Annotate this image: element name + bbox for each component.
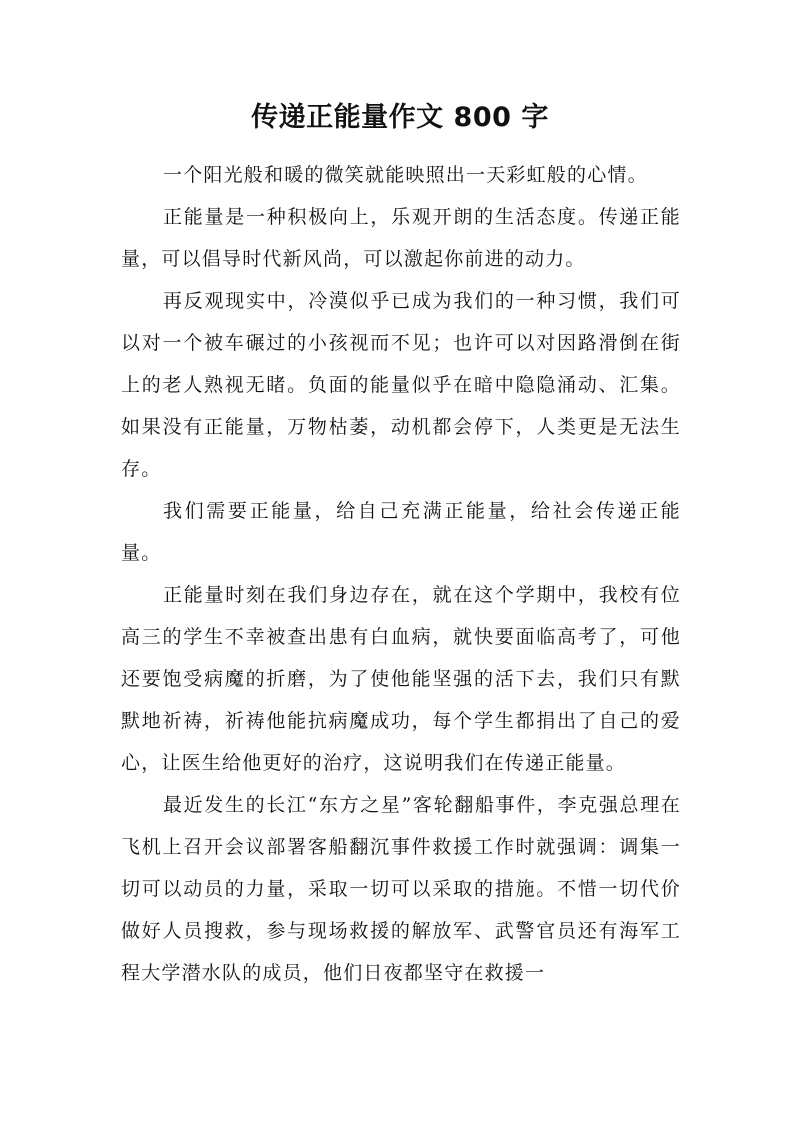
paragraph-4: 我们需要正能量，给自己充满正能量，给社会传递正能量。 <box>121 500 681 564</box>
paragraph-1: 一个阳光般和暖的微笑就能映照出一天彩虹般的心情。 <box>163 164 648 186</box>
paragraph-3: 再反观现实中，冷漠似乎已成为我们的一种习惯，我们可以对一个被车碾过的小孩视而不见；也许可以对因路滑倒在街上的老人熟视无睹。负面的能量似乎在暗中隐隐涌动、汇集。如果没有正能量，万物枯萎，动机都会停下，人类更是无法生存。 <box>121 290 681 480</box>
paragraph-6: 最近发生的长江“东方之星”客轮翻船事件，李克强总理在飞机上召开会议部署客船翻沉事件救援工作时就强调：调集一切可以动员的力量，采取一切可以采取的措施。不惜一切代价做好人员搜救，参与现场救援的解放军、武警官员还有海军工程大学潜水队的成员，他们日夜都坚守在救援一 <box>121 794 681 984</box>
paragraph-2: 正能量是一种积极向上，乐观开朗的生活态度。传递正能量，可以倡导时代新风尚，可以激起你前进的动力。 <box>121 206 681 270</box>
paragraph-5: 正能量时刻在我们身边存在，就在这个学期中，我校有位高三的学生不幸被查出患有白血病，就快要面临高考了，可他还要饱受病魔的折磨，为了使他能坚强的活下去，我们只有默默地祈祷，祈祷他能抗病魔成功，每个学生都捐出了自己的爱心，让医生给他更好的治疗，这说明我们在传递正能量。 <box>121 584 681 774</box>
document-title: 传递正能量作文 800 字 <box>251 102 549 133</box>
document-body <box>121 154 681 994</box>
